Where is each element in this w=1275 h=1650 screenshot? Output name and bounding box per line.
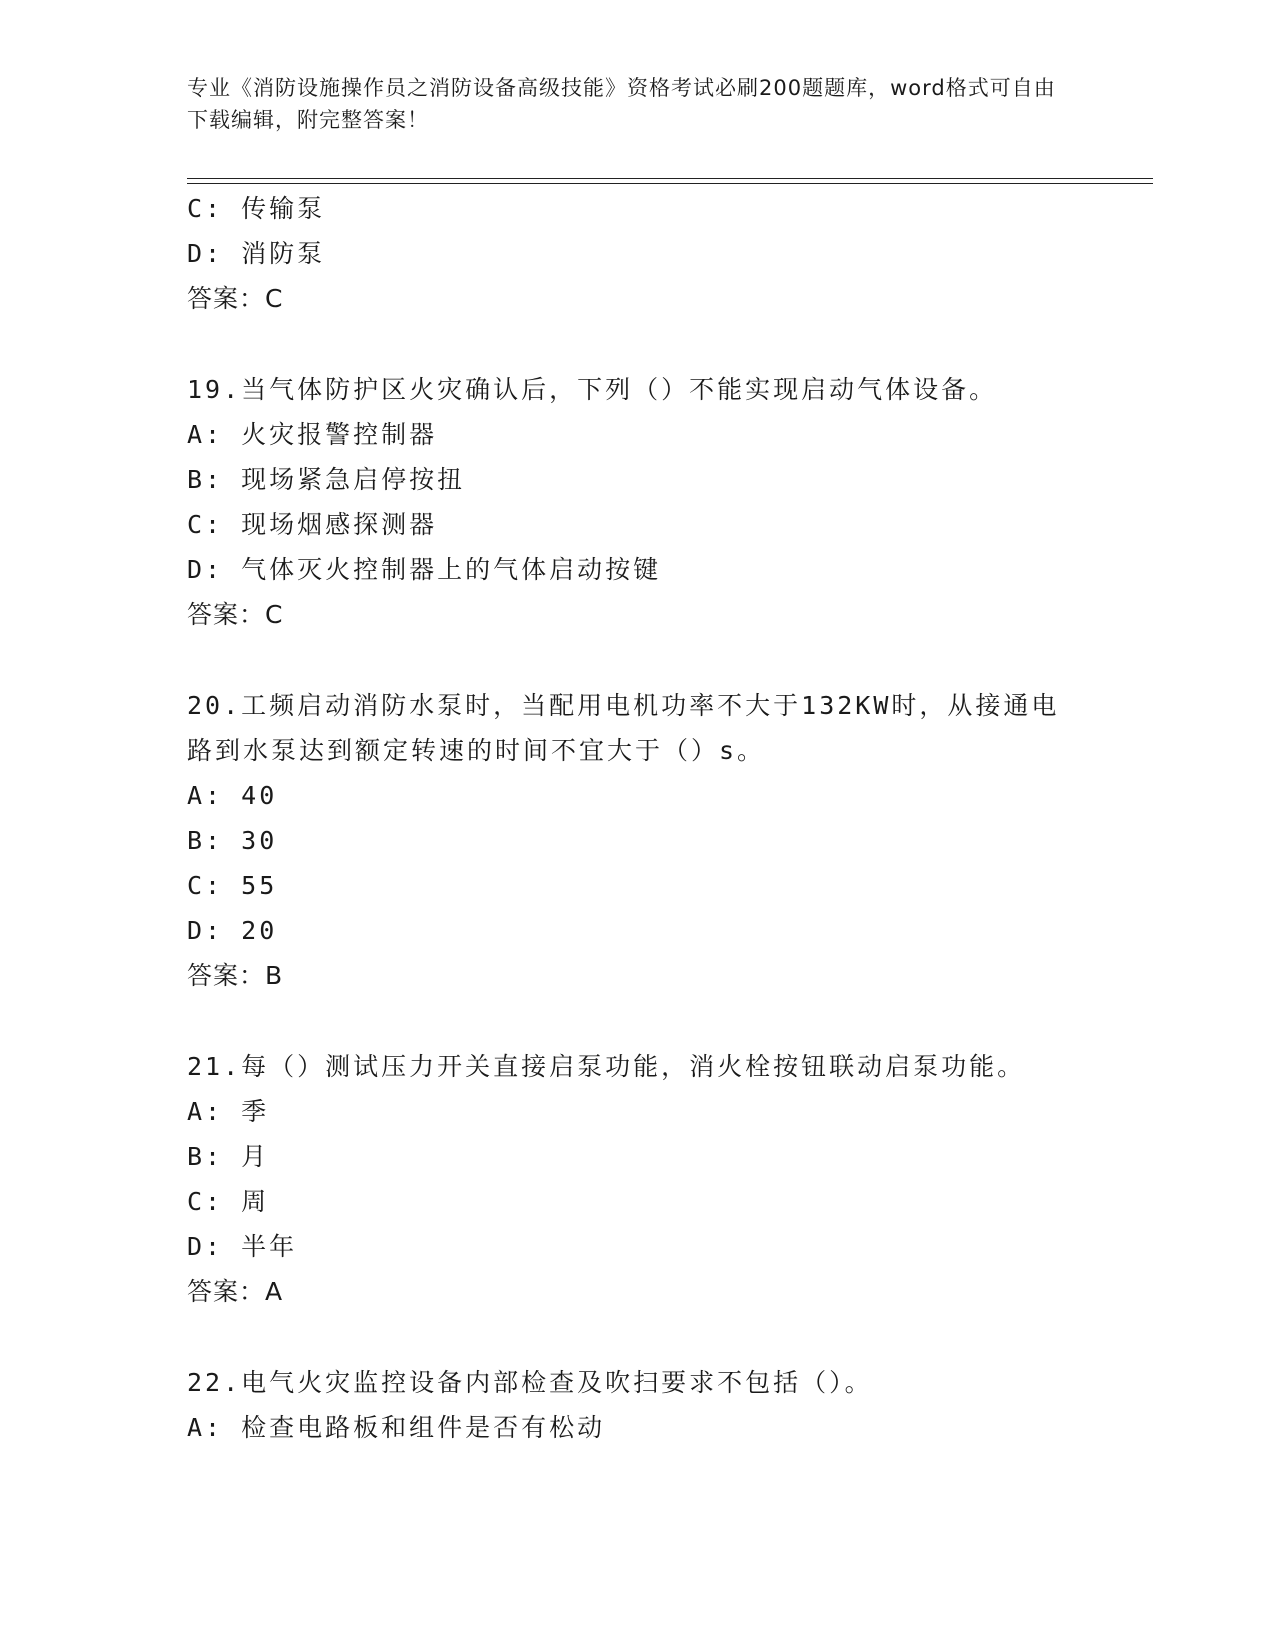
q19-stem: 19.当气体防护区火灾确认后，下列（）不能实现启动气体设备。	[187, 375, 998, 404]
q21-option-c: C: 周	[187, 1187, 270, 1216]
q21-option-d: D: 半年	[187, 1232, 298, 1261]
q19-option-d: D: 气体灭火控制器上的气体启动按键	[187, 555, 662, 584]
q20-option-b: B: 30	[187, 826, 278, 855]
q20-option-a: A: 40	[187, 781, 278, 810]
q20-option-d: D: 20	[187, 916, 278, 945]
q20-stem-line1: 20.工频启动消防水泵时，当配用电机功率不大于132KW时，从接通电	[187, 691, 1060, 720]
q21-stem: 21.每（）测试压力开关直接启泵功能，消火栓按钮联动启泵功能。	[187, 1052, 1026, 1081]
header-divider-top	[187, 178, 1153, 179]
q21-answer: 答案：A	[187, 1277, 284, 1306]
q18-answer: 答案：C	[187, 284, 284, 313]
q21-option-b: B: 月	[187, 1142, 270, 1171]
q19-option-a: A: 火灾报警控制器	[187, 420, 438, 449]
q18-option-c: C: 传输泵	[187, 194, 326, 223]
q18-option-d: D: 消防泵	[187, 239, 326, 268]
q20-stem-line2: 路到水泵达到额定转速的时间不宜大于（）s。	[187, 736, 766, 765]
q21-option-a: A: 季	[187, 1097, 270, 1126]
q22-option-a: A: 检查电路板和组件是否有松动	[187, 1413, 606, 1442]
q20-answer: 答案：B	[187, 961, 284, 990]
q19-option-b: B: 现场紧急启停按扭	[187, 465, 466, 494]
document-header: 专业《消防设施操作员之消防设备高级技能》资格考试必刷200题题库，word格式可自由下载编辑，附完整答案！	[187, 76, 1056, 132]
q19-option-c: C: 现场烟感探测器	[187, 510, 438, 539]
q22-stem: 22.电气火灾监控设备内部检查及吹扫要求不包括（）。	[187, 1368, 873, 1397]
q20-option-c: C: 55	[187, 871, 278, 900]
header-divider-bottom	[187, 183, 1153, 184]
q19-answer: 答案：C	[187, 600, 284, 629]
